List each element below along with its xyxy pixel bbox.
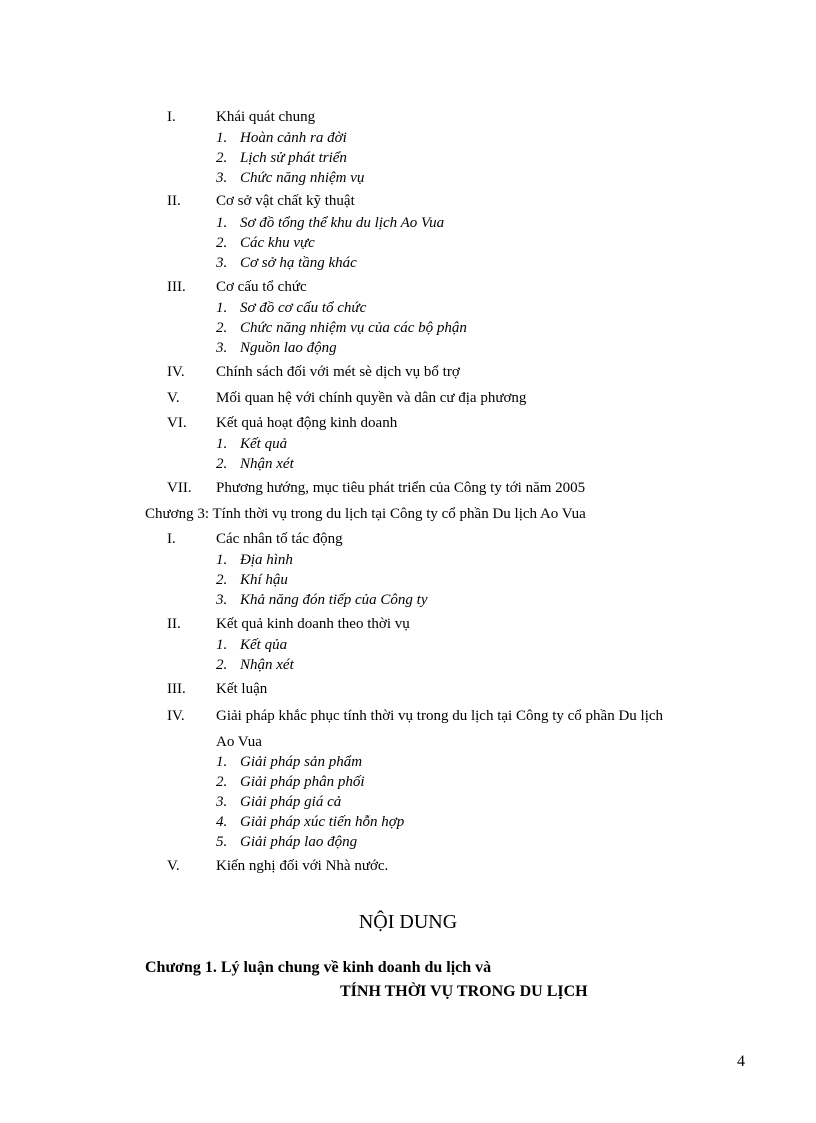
section-heading: Mối quan hệ với chính quyền và dân cư địa phương <box>216 390 527 406</box>
section-heading: Cơ sở vật chất kỹ thuật <box>216 193 355 209</box>
list-item: 3. Khả năng đón tiếp của Công ty <box>216 592 428 608</box>
section-heading: Giải pháp khắc phục tính thời vụ trong du lịch tại Công ty cổ phần Du lịch <box>216 708 664 724</box>
section-heading-continued: Ao Vua <box>216 734 262 750</box>
chapter-1-heading: Chương 1. Lý luận chung về kinh doanh du lịch và <box>145 959 492 976</box>
section-heading: Phương hướng, mục tiêu phát triển của Công ty tới năm 2005 <box>216 480 586 496</box>
list-item: 2. Lịch sử phát triển <box>216 150 347 166</box>
chapter-1-subheading: TÍNH THỜI VỤ TRONG DU LỊCH <box>340 983 588 1000</box>
list-item: 1. Sơ đồ cơ cấu tổ chức <box>216 300 367 316</box>
list-item: 5. Giải pháp lao động <box>216 834 358 850</box>
list-item: 4. Giải pháp xúc tiến hỗn hợp <box>216 814 405 830</box>
list-item: 1. Giải pháp sản phẩm <box>216 754 363 770</box>
list-item: 2. Chức năng nhiệm vụ của các bộ phận <box>216 320 467 336</box>
section-roman: IV. <box>167 708 185 724</box>
page-number: 4 <box>737 1053 745 1070</box>
section-heading: Cơ cấu tổ chức <box>216 279 307 295</box>
section-heading: Kết luận <box>216 681 268 697</box>
list-item: 2. Nhận xét <box>216 456 294 472</box>
section-roman: I. <box>167 531 176 547</box>
section-heading: Các nhân tố tác động <box>216 531 343 547</box>
section-heading: Kiến nghị đối với Nhà nước. <box>216 858 389 874</box>
chapter-3-heading: Chương 3: Tính thời vụ trong du lịch tại Công ty cổ phần Du lịch Ao Vua <box>145 506 586 522</box>
list-item: 2. Nhận xét <box>216 657 294 673</box>
section-roman: V. <box>167 390 180 406</box>
list-item: 1. Kết quả <box>216 436 288 452</box>
section-roman: IV. <box>167 364 185 380</box>
list-item: 1. Hoàn cảnh ra đời <box>216 130 347 146</box>
section-roman: II. <box>167 616 181 632</box>
section-roman: VII. <box>167 480 192 496</box>
section-heading: Khái quát chung <box>216 109 316 125</box>
list-item: 1. Kết qủa <box>216 637 288 653</box>
list-item: 2. Khí hậu <box>216 572 288 588</box>
section-heading: Kết quả hoạt động kinh doanh <box>216 415 398 431</box>
section-roman: V. <box>167 858 180 874</box>
list-item: 2. Giải pháp phân phối <box>216 774 365 790</box>
section-roman: III. <box>167 279 186 295</box>
list-item: 3. Cơ sở hạ tầng khác <box>216 255 357 271</box>
list-item: 2. Các khu vực <box>216 235 315 251</box>
section-roman: III. <box>167 681 186 697</box>
section-heading: Kết quả kinh doanh theo thời vụ <box>216 616 410 632</box>
section-roman: II. <box>167 193 181 209</box>
list-item: 1. Địa hình <box>216 552 293 568</box>
list-item: 1. Sơ đồ tổng thể khu du lịch Ao Vua <box>216 215 445 231</box>
list-item: 3. Chức năng nhiệm vụ <box>216 170 365 186</box>
section-roman: VI. <box>167 415 187 431</box>
section-heading: Chính sách đối với mét sè dịch vụ bổ trợ <box>216 364 460 380</box>
list-item: 3. Nguồn lao động <box>216 340 337 356</box>
list-item: 3. Giải pháp giá cả <box>216 794 342 810</box>
page-title: NỘI DUNG <box>358 911 458 933</box>
section-roman: I. <box>167 109 176 125</box>
